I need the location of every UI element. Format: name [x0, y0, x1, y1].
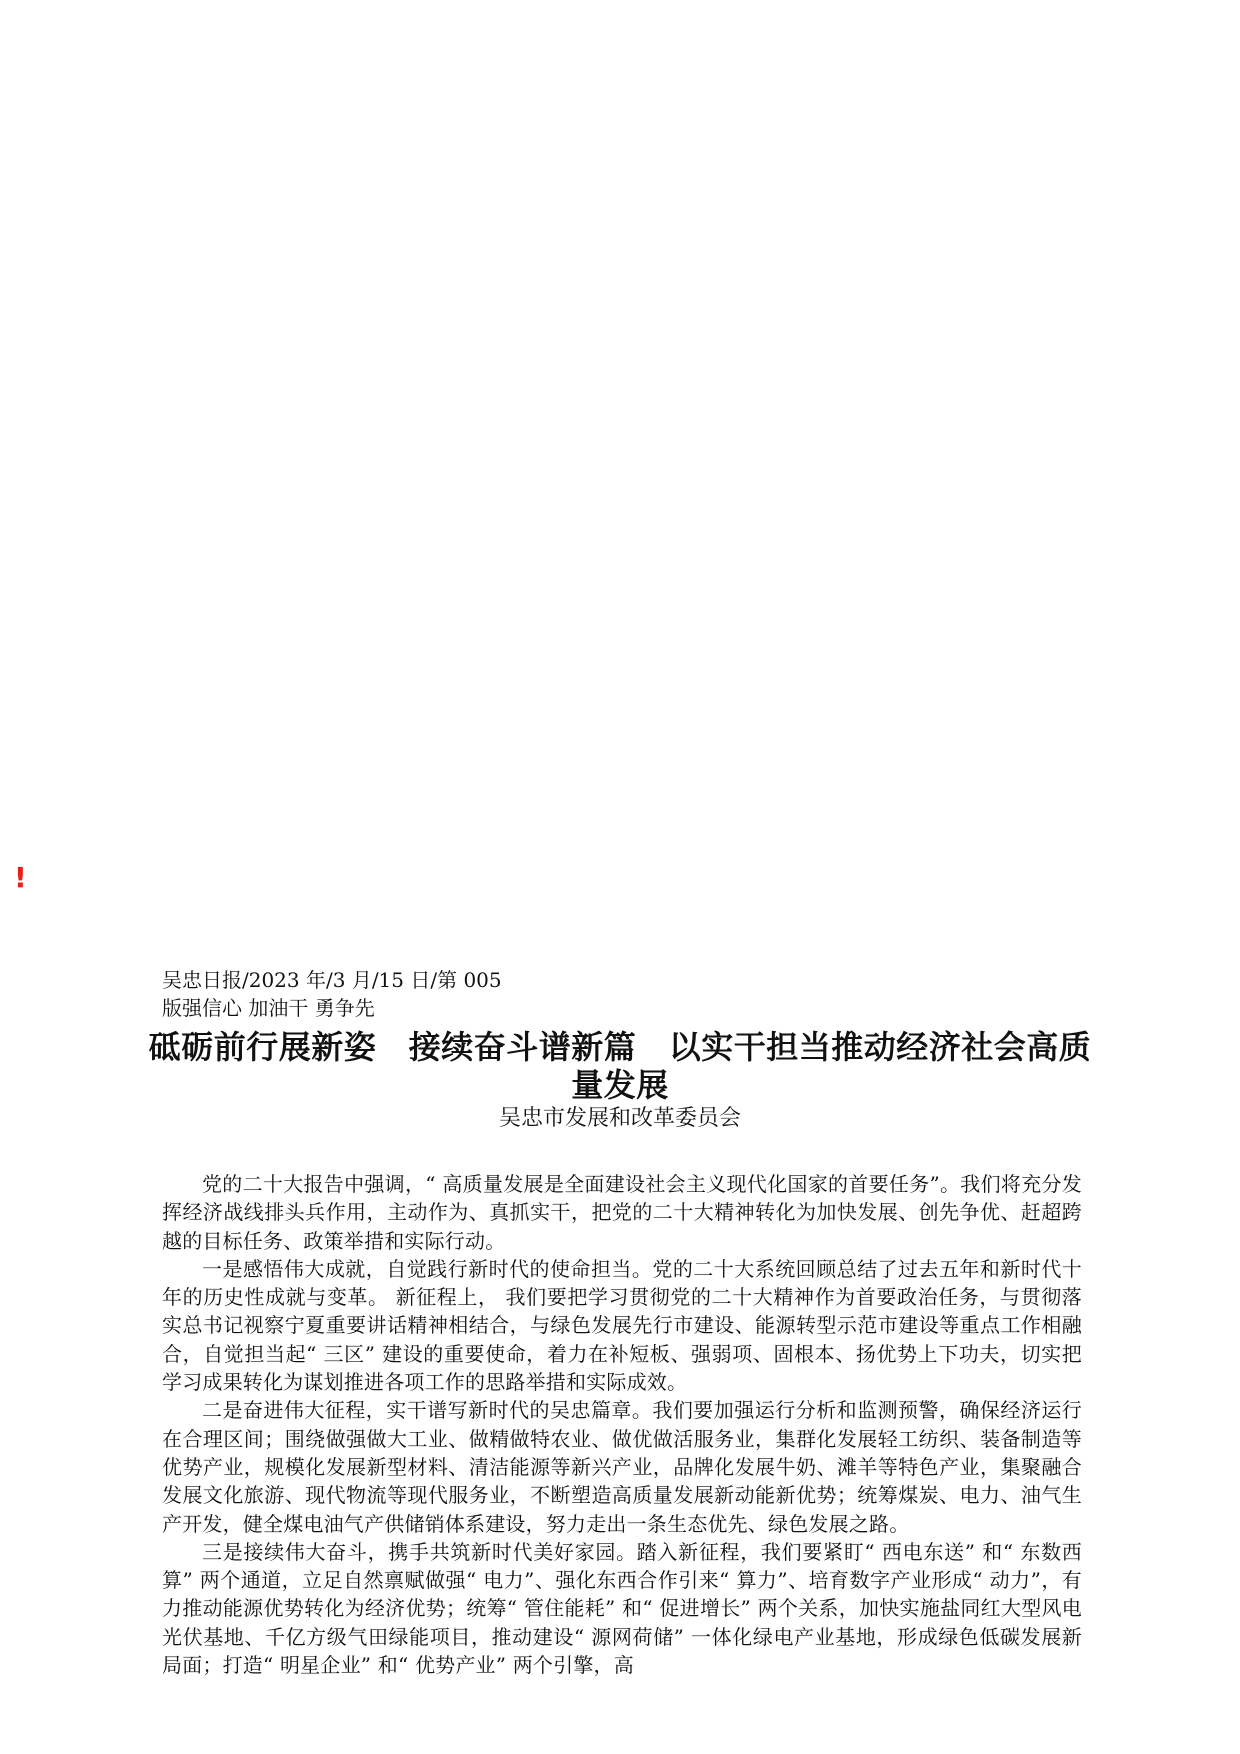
paragraph: 党的二十大报告中强调，“ 高质量发展是全面建设社会主义现代化国家的首要任务”。我们将充分发挥经济战线排头兵作用，主动作为、真抓实干，把党的二十大精神转化为加快发展、创先争优、赶超跨越的目标任务、政策举措和实际行动。	[162, 1172, 1082, 1253]
article-body	[162, 1170, 1082, 1679]
source-line-column: 版强信心 加油干 勇争先	[162, 996, 375, 1020]
paragraph: 一是感悟伟大成就，自觉践行新时代的使命担当。党的二十大系统回顾总结了过去五年和新时代十年的历史性成就与变革。 新征程上， 我们要把学习贯彻党的二十大精神作为首要政治任务，与贯彻落实总书记视察宁夏重要讲话精神相结合，与绿色发展先行市建设、能源转型示范市建设等重点工作相融合，自觉担当起“ 三区” 建设的重要使命，着力在补短板、强弱项、固根本、扬优势上下功夫，切实把学习成果转化为谋划推进各项工作的思路举措和实际成效。	[162, 1256, 1082, 1395]
red-exclamation-mark: !	[14, 861, 27, 894]
paragraph: 三是接续伟大奋斗，携手共筑新时代美好家园。踏入新征程，我们要紧盯“ 西电东送” 和“ 东数西算” 两个通道，立足自然禀赋做强“ 电力”、强化东西合作引来“ 算力”、培育数字产业形成“ 动力”，有力推动能源优势转化为经济优势；统筹“ 管住能耗” 和“ 促进增长” 两个关系，加快实施盐同红大型风电光伏基地、千亿方级气田绿能项目，推动建设“ 源网荷储” 一体化绿电产业基地，形成绿色低碳发展新局面；打造“ 明星企业” 和“ 优势产业” 两个引擎，高	[162, 1539, 1082, 1678]
article-headline: 砥砺前行展新姿 接续奋斗谱新篇 以实干担当推动经济社会高质量发展	[148, 1028, 1092, 1104]
source-line-date: 吴忠日报/2023 年/3 月/15 日/第 005	[162, 968, 502, 992]
article-author: 吴忠市发展和改革委员会	[498, 1106, 741, 1131]
paragraph: 二是奋进伟大征程，实干谱写新时代的吴忠篇章。我们要加强运行分析和监测预警，确保经济运行在合理区间；围绕做强做大工业、做精做特农业、做优做活服务业，集群化发展轻工纺织、装备制造等优势产业，规模化发展新型材料、清洁能源等新兴产业，品牌化发展牛奶、滩羊等特色产业，集聚融合发展文化旅游、现代物流等现代服务业，不断塑造高质量发展新动能新优势；统筹煤炭、电力、油气生产开发，健全煤电油气产供储销体系建设，努力走出一条生态优先、绿色发展之路。	[162, 1398, 1082, 1536]
